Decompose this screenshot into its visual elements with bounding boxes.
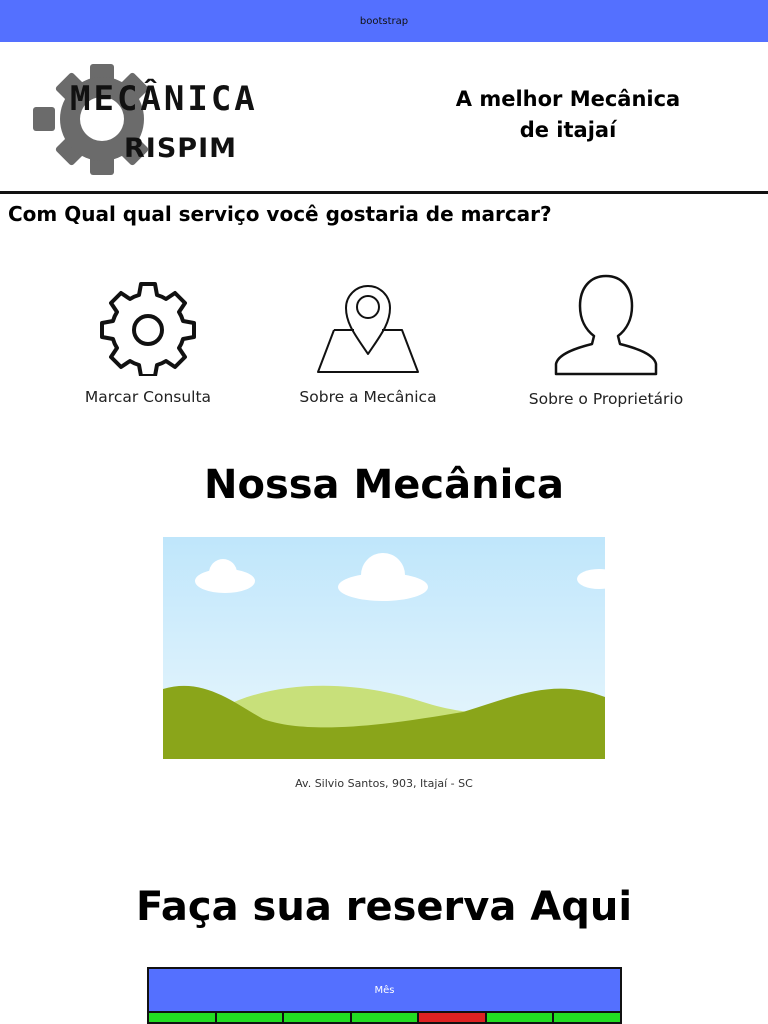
service-label: Sobre a Mecânica <box>299 388 437 406</box>
calendar-day-cell[interactable] <box>217 1013 285 1024</box>
calendar-day-cell[interactable] <box>149 1013 217 1024</box>
reservation-calendar <box>147 967 622 1024</box>
calendar-day-cell[interactable] <box>352 1013 420 1024</box>
top-bar <box>0 0 768 42</box>
tagline-line-1: A melhor Mecânica <box>455 87 681 111</box>
reservation-title: Faça sua reserva Aqui <box>135 884 633 930</box>
tagline-line-2: de itajaí <box>519 118 617 142</box>
person-icon <box>552 272 660 378</box>
calendar-day-cell[interactable] <box>419 1013 487 1024</box>
tagline <box>440 84 696 146</box>
logo-word-1: MECÂNICA <box>70 79 258 119</box>
map-pin-icon <box>316 276 420 376</box>
service-label: Marcar Consulta <box>84 388 212 406</box>
logo-word-2: RISPIM <box>124 133 237 164</box>
calendar-row <box>149 1013 620 1024</box>
mechanic-title: Nossa Mecânica <box>203 462 565 508</box>
header <box>0 42 768 194</box>
service-sobre-mecanica[interactable] <box>258 276 478 406</box>
gear-icon <box>98 276 198 376</box>
logo[interactable] <box>30 62 262 177</box>
calendar-day-cell[interactable] <box>554 1013 620 1024</box>
calendar-header: Mês <box>149 969 620 1013</box>
service-question: Com Qual qual serviço você gostaria de marcar? <box>8 202 552 226</box>
calendar-day-cell[interactable] <box>284 1013 352 1024</box>
calendar-day-cell[interactable] <box>487 1013 555 1024</box>
service-marcar-consulta[interactable] <box>38 276 258 406</box>
service-sobre-proprietario[interactable] <box>496 276 716 408</box>
mechanic-photo <box>163 537 605 759</box>
service-label: Sobre o Proprietário <box>528 390 684 408</box>
top-bar-label: bootstrap <box>359 15 409 27</box>
mechanic-address: Av. Silvio Santos, 903, Itajaí - SC <box>295 777 473 790</box>
